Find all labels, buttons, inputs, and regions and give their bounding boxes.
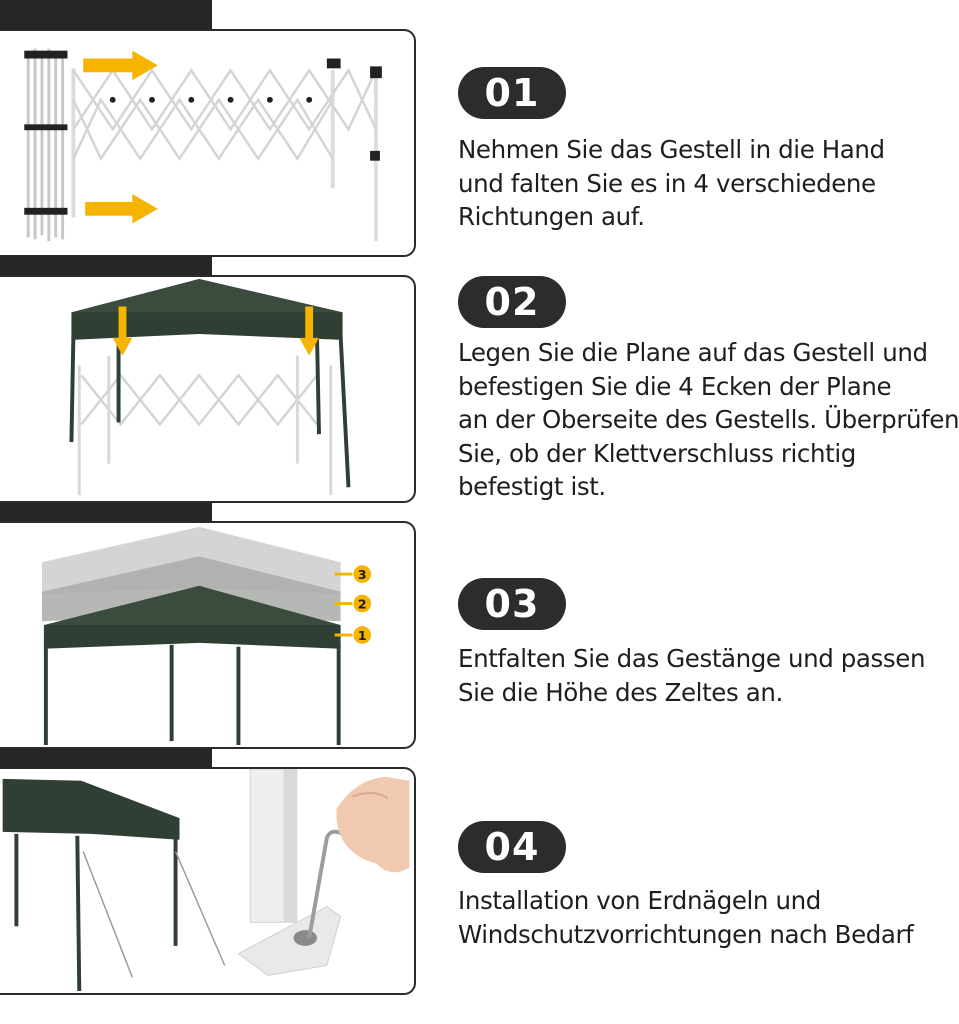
step-description: Nehmen Sie das Gestell in die Hand und falten Sie es in 4 verschiedene Richtungen auf. — [458, 135, 885, 231]
step-number-badge: 03 — [458, 578, 566, 630]
step-number-badge: 02 — [458, 276, 566, 328]
step-description: Legen Sie die Plane auf das Gestell und befestigen Sie die 4 Ecken der Plane an der Oberseite des Gestells. Überprüfen Sie, ob der Klettverschluss richtig befestigt ist. — [458, 338, 959, 501]
step-number-badge: 01 — [458, 67, 566, 119]
step-1-illustration — [0, 29, 416, 257]
height-adjust-image — [0, 523, 414, 747]
svg-text:3: 3 — [357, 568, 367, 583]
step-number-badge: 04 — [458, 821, 566, 873]
canopy — [3, 779, 180, 840]
svg-text:2: 2 — [357, 597, 367, 613]
step-description: Entfalten Sie das Gestänge und passen Sie die Höhe des Zeltes an. — [458, 644, 926, 707]
step-description: Installation von Erdnägeln und Windschutzvorrichtungen nach Bedarf — [458, 886, 914, 949]
svg-text:1: 1 — [357, 628, 367, 644]
ground-stakes-image — [0, 769, 414, 993]
canopy-on-frame-image — [0, 277, 414, 501]
step-3-illustration — [0, 521, 416, 749]
frame-unfolding-image — [0, 31, 414, 255]
background-strip — [0, 747, 212, 769]
step-4-illustration — [0, 767, 416, 995]
step-2-illustration — [0, 275, 416, 503]
